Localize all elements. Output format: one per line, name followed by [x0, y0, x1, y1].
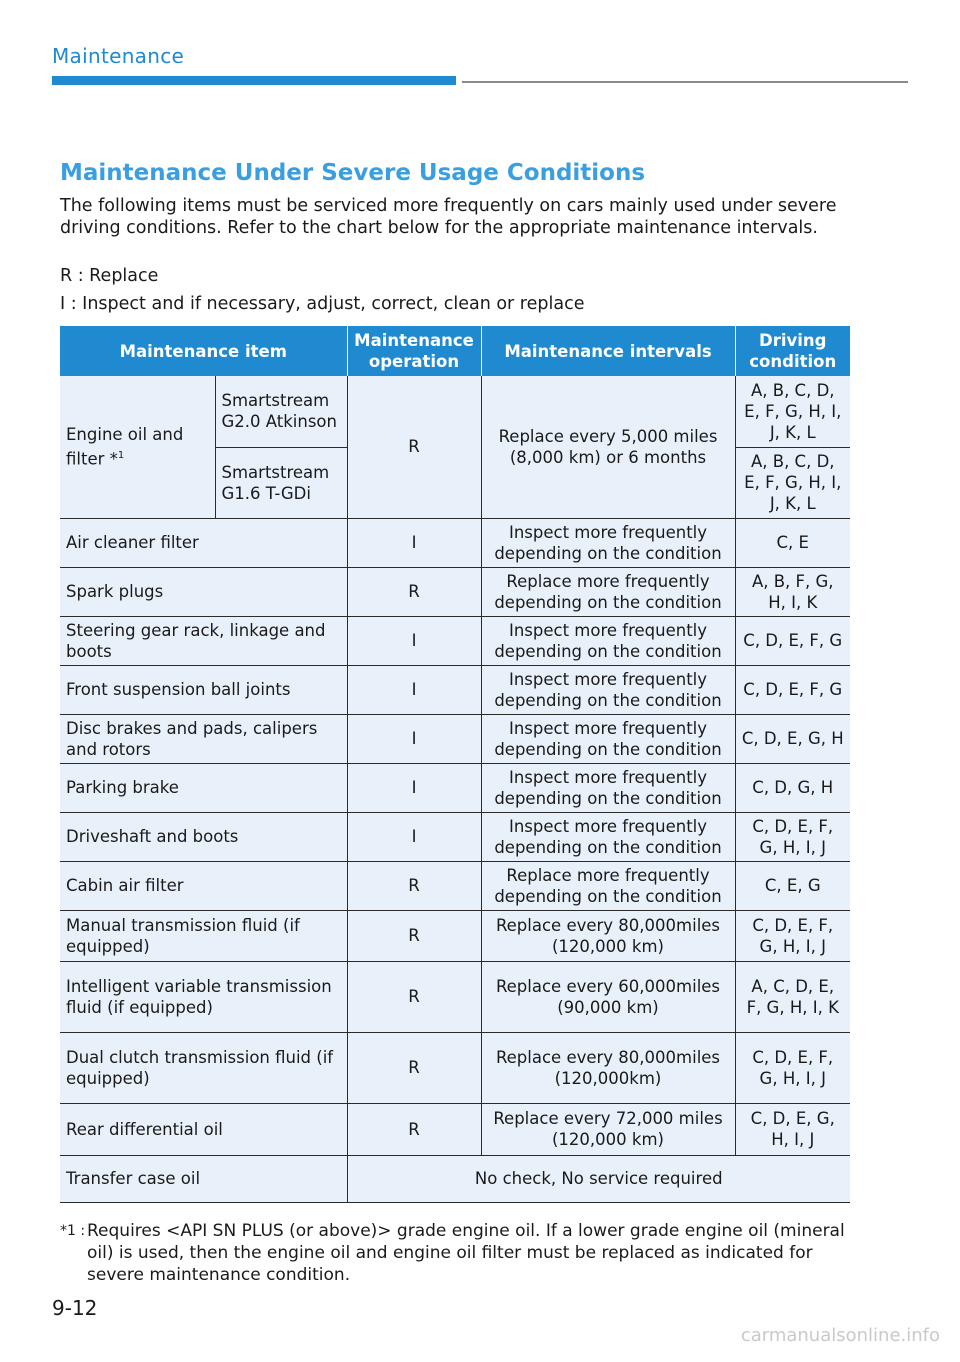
operation-cell: R [347, 910, 481, 961]
table-row [60, 961, 850, 1032]
condition-cell: C, D, E, F, G, H, I, J [735, 910, 850, 961]
footnote [60, 1220, 860, 1286]
header-rule [462, 81, 908, 83]
operation-cell: I [347, 616, 481, 665]
interval-cell: Inspect more frequently depending on the condition [481, 616, 735, 665]
engine-variant-g16: Smartstream G1.6 T-GDi [215, 447, 347, 518]
legend-inspect: I : Inspect and if necessary, adjust, correct, clean or replace [60, 294, 585, 314]
interval-cell: Replace every 80,000miles (120,000 km) [481, 910, 735, 961]
condition-cell: C, E, G [735, 861, 850, 910]
interval-cell: Replace every 60,000miles (90,000 km) [481, 961, 735, 1032]
operation-cell: R [347, 567, 481, 616]
item-cell: Dual clutch transmission fluid (if equipped) [60, 1032, 347, 1103]
condition-cell: C, D, E, F, G [735, 665, 850, 714]
chapter-title: Maintenance [52, 44, 185, 68]
item-cell: Rear differential oil [60, 1103, 347, 1155]
table-row [60, 1032, 850, 1103]
item-cell: Air cleaner filter [60, 518, 347, 567]
engine-variant-g20: Smartstream G2.0 Atkinson [215, 376, 347, 447]
item-cell: Front suspension ball joints [60, 665, 347, 714]
header-maintenance-item: Maintenance item [60, 326, 347, 376]
operation-cell: I [347, 665, 481, 714]
condition-cell: A, B, F, G, H, I, K [735, 567, 850, 616]
table-row [60, 714, 850, 763]
table-row [60, 616, 850, 665]
footnote-text: Requires <API SN PLUS (or above)> grade engine oil. If a lower grade engine oil (mineral oil) is used, then the engine oil and engine oil filter must be replaced as indicated for severe maintenance condition. [87, 1221, 845, 1285]
operation-cell: I [347, 714, 481, 763]
engine-oil-condition-g16: A, B, C, D, E, F, G, H, I, J, K, L [735, 447, 850, 518]
intro-paragraph: The following items must be serviced more frequently on cars mainly used under severe driving conditions. Refer to the chart below for the appropriate maintenance intervals. [60, 196, 837, 238]
condition-cell: C, D, E, F, G, H, I, J [735, 1032, 850, 1103]
condition-cell: C, D, G, H [735, 763, 850, 812]
table-header-row [60, 326, 850, 376]
footnote-ref: 1 [117, 450, 125, 461]
interval-cell: Replace every 80,000miles (120,000km) [481, 1032, 735, 1103]
table-row [60, 665, 850, 714]
legend-replace: R : Replace [60, 266, 159, 286]
table-row [60, 518, 850, 567]
item-cell: Disc brakes and pads, calipers and rotors [60, 714, 347, 763]
table-row [60, 910, 850, 961]
table-row [60, 763, 850, 812]
condition-cell: C, D, E, F, G, H, I, J [735, 812, 850, 861]
operation-cell: I [347, 763, 481, 812]
interval-cell: Replace more frequently depending on the condition [481, 861, 735, 910]
condition-cell: C, D, E, G, H [735, 714, 850, 763]
operation-cell: I [347, 812, 481, 861]
engine-oil-interval: Replace every 5,000 miles (8,000 km) or 6 months [481, 376, 735, 518]
maintenance-table [60, 326, 850, 1203]
table-row [60, 1103, 850, 1155]
header-driving-condition: Driving condition [735, 326, 850, 376]
item-cell: Spark plugs [60, 567, 347, 616]
interval-cell: Inspect more frequently depending on the condition [481, 714, 735, 763]
table-row-engine-oil [60, 376, 850, 447]
interval-cell: Inspect more frequently depending on the condition [481, 812, 735, 861]
page-number: 9-12 [52, 1296, 98, 1320]
transfer-case-item: Transfer case oil [60, 1155, 347, 1202]
condition-cell: C, D, E, G, H, I, J [735, 1103, 850, 1155]
section-title: Maintenance Under Severe Usage Conditions [60, 160, 646, 186]
interval-cell: Inspect more frequently depending on the condition [481, 763, 735, 812]
item-cell: Manual transmission fluid (if equipped) [60, 910, 347, 961]
operation-cell: R [347, 1032, 481, 1103]
engine-oil-item: Engine oil and filter *$^1$ [60, 376, 215, 518]
condition-cell: A, C, D, E, F, G, H, I, K [735, 961, 850, 1032]
condition-cell: C, D, E, F, G [735, 616, 850, 665]
header-maintenance-intervals: Maintenance intervals [481, 326, 735, 376]
item-cell: Intelligent variable transmission fluid (if equipped) [60, 961, 347, 1032]
interval-cell: Inspect more frequently depending on the condition [481, 518, 735, 567]
engine-oil-operation: R [347, 376, 481, 518]
item-cell: Cabin air filter [60, 861, 347, 910]
engine-oil-condition-g20: A, B, C, D, E, F, G, H, I, J, K, L [735, 376, 850, 447]
operation-cell: R [347, 861, 481, 910]
header-rule-accent [52, 76, 456, 85]
table-row [60, 567, 850, 616]
item-cell: Parking brake [60, 763, 347, 812]
interval-cell: Inspect more frequently depending on the condition [481, 665, 735, 714]
interval-cell: Replace more frequently depending on the condition [481, 567, 735, 616]
footnote-mark: *1 : [60, 1223, 86, 1239]
item-cell: Steering gear rack, linkage and boots [60, 616, 347, 665]
interval-cell: Replace every 72,000 miles (120,000 km) [481, 1103, 735, 1155]
header-maintenance-operation: Maintenance operation [347, 326, 481, 376]
operation-cell: R [347, 961, 481, 1032]
operation-cell: I [347, 518, 481, 567]
condition-cell: C, E [735, 518, 850, 567]
table-row [60, 812, 850, 861]
item-cell: Driveshaft and boots [60, 812, 347, 861]
table-row [60, 861, 850, 910]
transfer-case-note: No check, No service required [347, 1155, 850, 1202]
watermark: carmanualsonline.info [740, 1325, 940, 1346]
table-row-transfer-case [60, 1155, 850, 1202]
operation-cell: R [347, 1103, 481, 1155]
